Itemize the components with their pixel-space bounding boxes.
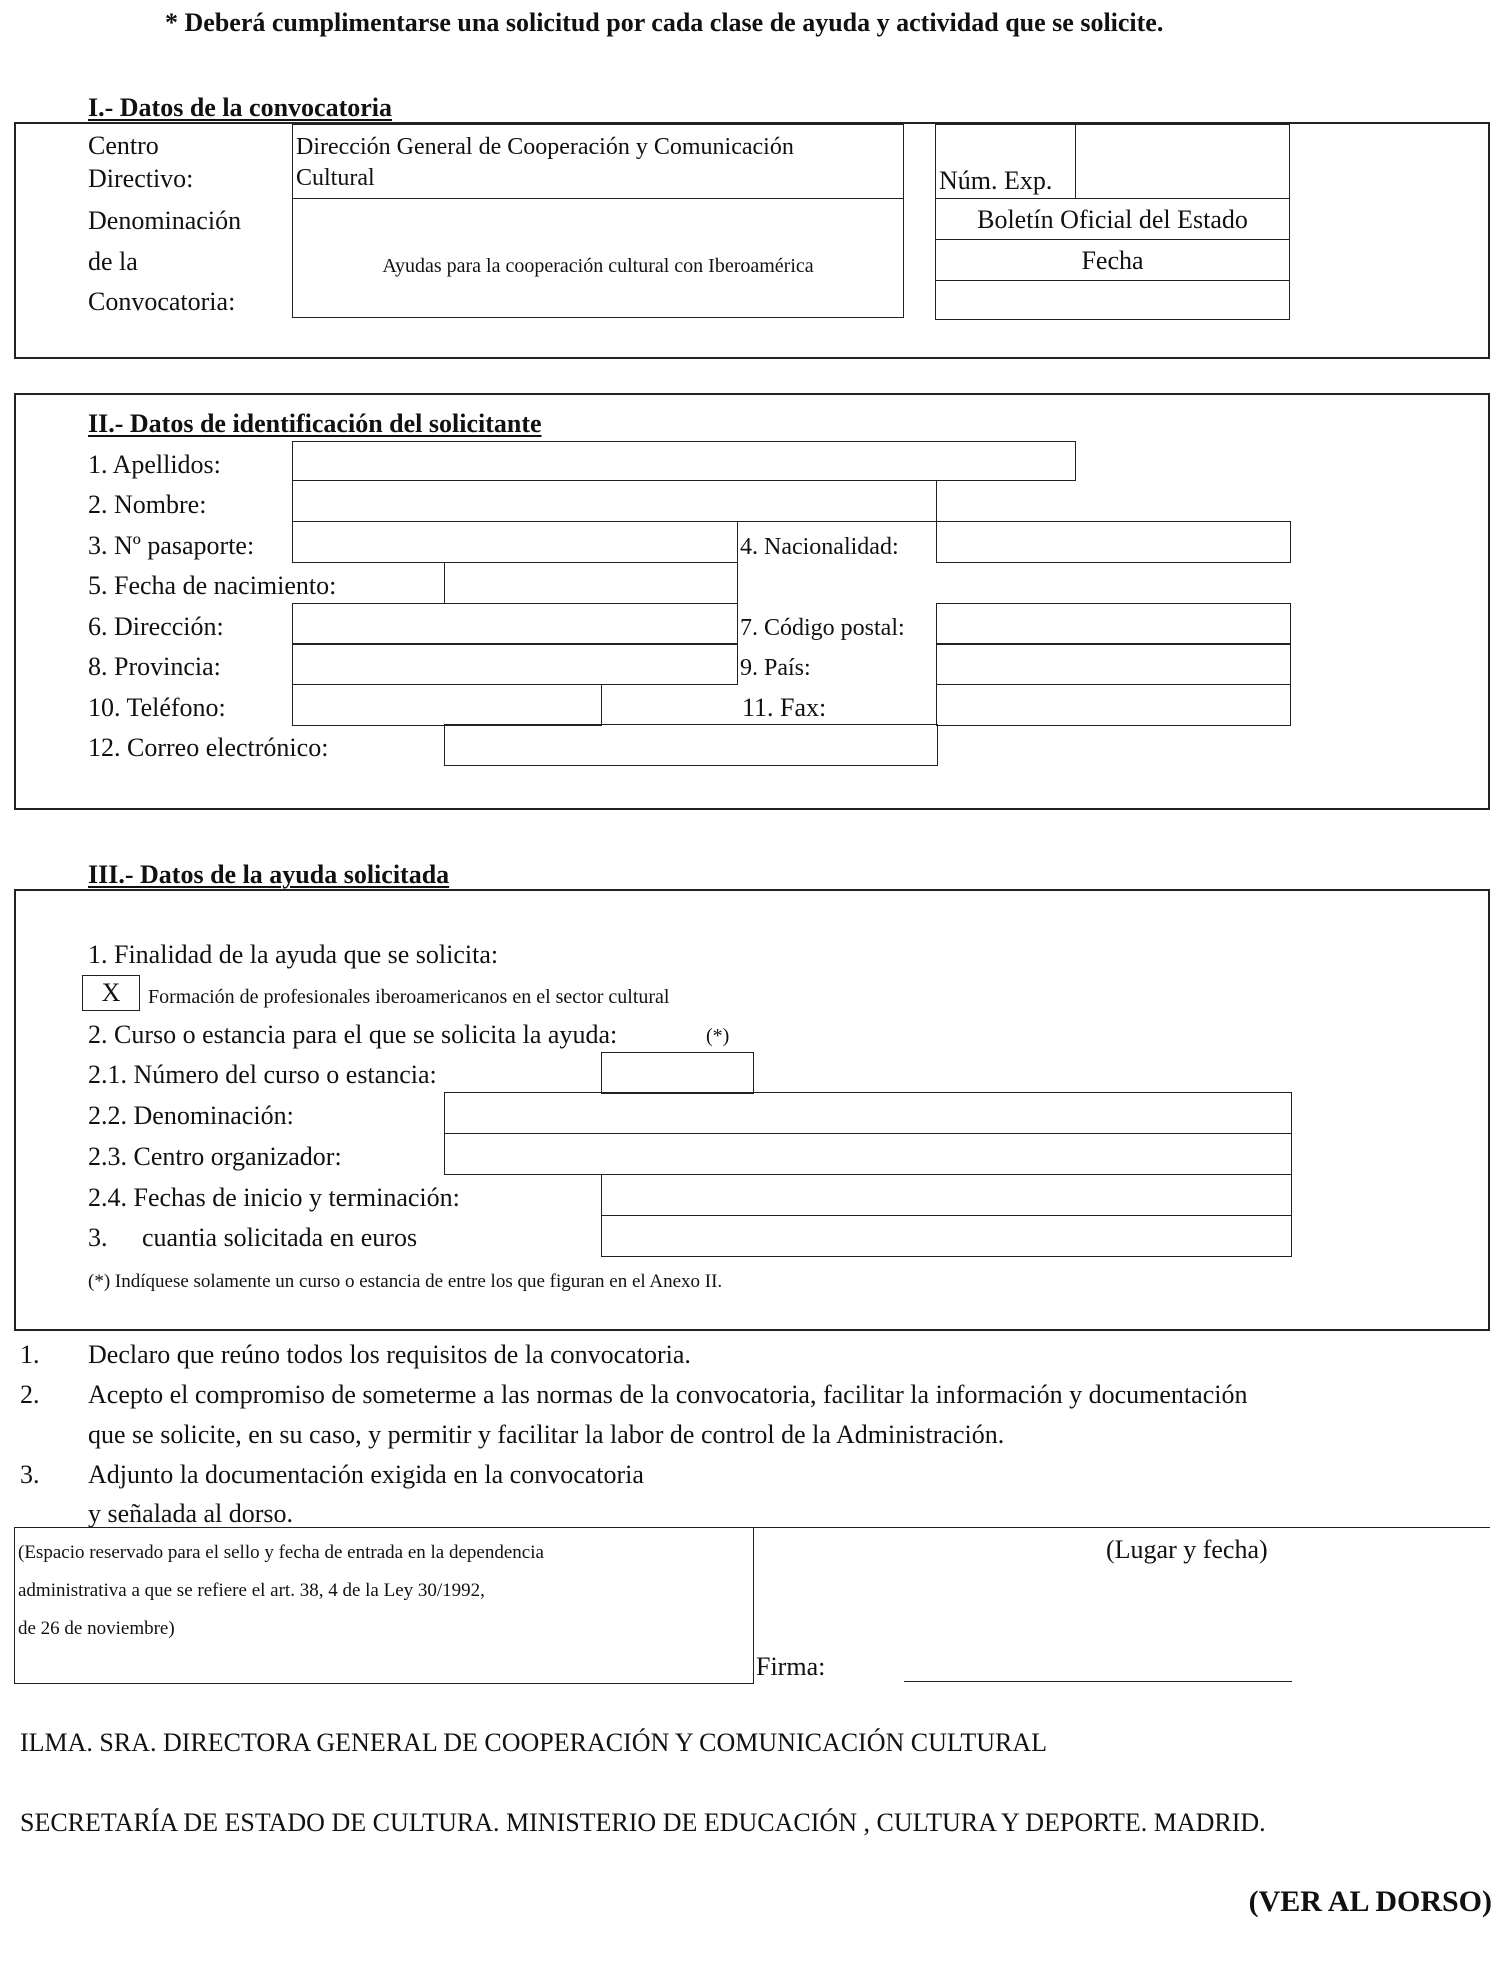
section2-title: II.- Datos de identificación del solicitante: [88, 409, 542, 438]
nacionalidad-field[interactable]: [936, 521, 1291, 563]
centro-label-2: Directivo:: [88, 164, 194, 193]
num-exp-label: Núm. Exp.: [939, 166, 1053, 195]
cuantia-num: 3.: [88, 1223, 108, 1252]
denominacion3-label: 2.2. Denominación:: [88, 1101, 294, 1130]
footnote: (*) Indíquese solamente un curso o estancia de entre los que figuran en el Anexo II.: [88, 1271, 723, 1292]
pasaporte-label: 3. Nº pasaporte:: [88, 531, 255, 560]
addressee-line-1: ILMA. SRA. DIRECTORA GENERAL DE COOPERACIÓN Y COMUNICACIÓN CULTURAL: [20, 1728, 1048, 1757]
section3-title: III.- Datos de la ayuda solicitada: [88, 860, 450, 889]
firma-line[interactable]: [904, 1648, 1292, 1682]
fechas-label: 2.4. Fechas de inicio y terminación:: [88, 1183, 460, 1212]
denominacion-label-2: de la: [88, 247, 138, 276]
finalidad-label: 1. Finalidad de la ayuda que se solicita:: [88, 940, 499, 969]
centro-organizador-field[interactable]: [444, 1133, 1292, 1175]
denominacion-label-1: Denominación: [88, 206, 242, 235]
centro-value-1: Dirección General de Cooperación y Comunicación: [296, 134, 794, 160]
correo-field[interactable]: [444, 724, 938, 766]
correo-label: 12. Correo electrónico:: [88, 733, 329, 762]
centro-label-1: Centro: [88, 131, 159, 160]
decl-2-num: 2.: [20, 1380, 40, 1409]
stamp-line-2: administrativa a que se refiere el art. 38, 4 de la Ley 30/1992,: [18, 1580, 485, 1601]
ver-al-dorso: (VER AL DORSO): [1248, 1885, 1492, 1918]
pasaporte-field[interactable]: [292, 521, 738, 563]
apellidos-field[interactable]: [292, 441, 1076, 481]
fechas-field[interactable]: [601, 1174, 1292, 1216]
decl-3-text-2: y señalada al dorso.: [88, 1499, 294, 1528]
decl-3-num: 3.: [20, 1460, 40, 1489]
provincia-field[interactable]: [292, 643, 738, 685]
cuantia-label: cuantia solicitada en euros: [142, 1223, 418, 1252]
denominacion-value: Ayudas para la cooperación cultural con Iberoamérica: [382, 255, 814, 277]
decl-1-num: 1.: [20, 1340, 40, 1369]
nacionalidad-label: 4. Nacionalidad:: [740, 534, 899, 560]
decl-3-text-1: Adjunto la documentación exigida en la convocatoria: [88, 1460, 644, 1489]
stamp-line-3: de 26 de noviembre): [18, 1618, 175, 1639]
apellidos-label: 1. Apellidos:: [88, 450, 221, 479]
nacimiento-field[interactable]: [444, 562, 738, 604]
codigo-postal-field[interactable]: [936, 603, 1291, 645]
codigo-postal-label: 7. Código postal:: [740, 615, 905, 641]
decl-2-text-2: que se solicite, en su caso, y permitir y facilitar la labor de control de la Administración.: [88, 1420, 1005, 1449]
header-note: * Deberá cumplimentarse una solicitud por cada clase de ayuda y actividad que se solicite.: [165, 8, 1164, 37]
firma-label: Firma:: [756, 1652, 826, 1681]
checkbox-label: Formación de profesionales iberoamericanos en el sector cultural: [148, 986, 670, 1008]
telefono-field[interactable]: [292, 684, 602, 726]
denominacion-label-3: Convocatoria:: [88, 287, 236, 316]
stamp-line-1: (Espacio reservado para el sello y fecha de entrada en la dependencia: [18, 1542, 544, 1563]
curso-ref: (*): [706, 1025, 730, 1047]
provincia-label: 8. Provincia:: [88, 652, 221, 681]
decl-1-text: Declaro que reúno todos los requisitos de la convocatoria.: [88, 1340, 691, 1369]
cuantia-field[interactable]: [601, 1215, 1292, 1257]
addressee-line-2: SECRETARÍA DE ESTADO DE CULTURA. MINISTERIO DE EDUCACIÓN , CULTURA Y DEPORTE. MADRID.: [20, 1808, 1266, 1837]
telefono-label: 10. Teléfono:: [88, 693, 226, 722]
curso-label: 2. Curso o estancia para el que se solicita la ayuda:: [88, 1020, 618, 1049]
section1-title: I.- Datos de la convocatoria: [88, 93, 393, 122]
boe-fecha-field[interactable]: [937, 282, 1288, 318]
centro-value-2: Cultural: [296, 165, 375, 191]
fecha-label: Fecha: [1081, 246, 1144, 275]
fax-field[interactable]: [936, 684, 1291, 726]
numero-curso-label: 2.1. Número del curso o estancia:: [88, 1060, 437, 1089]
nacimiento-label: 5. Fecha de nacimiento:: [88, 571, 337, 600]
pais-field[interactable]: [936, 643, 1291, 685]
numero-curso-field[interactable]: [601, 1052, 754, 1094]
boe-label: Boletín Oficial del Estado: [977, 205, 1248, 234]
direccion-field[interactable]: [292, 603, 738, 645]
nombre-field[interactable]: [292, 480, 937, 522]
num-exp-field[interactable]: [1077, 126, 1288, 197]
fax-label: 11. Fax:: [742, 693, 827, 722]
nombre-label: 2. Nombre:: [88, 490, 207, 519]
pais-label: 9. País:: [740, 655, 811, 681]
denominacion3-field[interactable]: [444, 1092, 1292, 1134]
direccion-label: 6. Dirección:: [88, 612, 224, 641]
centro-organizador-label: 2.3. Centro organizador:: [88, 1142, 342, 1171]
finalidad-checkbox[interactable]: X: [82, 975, 140, 1011]
lugar-fecha: (Lugar y fecha): [1106, 1535, 1268, 1564]
decl-2-text-1: Acepto el compromiso de someterme a las normas de la convocatoria, facilitar la información y documentación: [88, 1380, 1248, 1409]
